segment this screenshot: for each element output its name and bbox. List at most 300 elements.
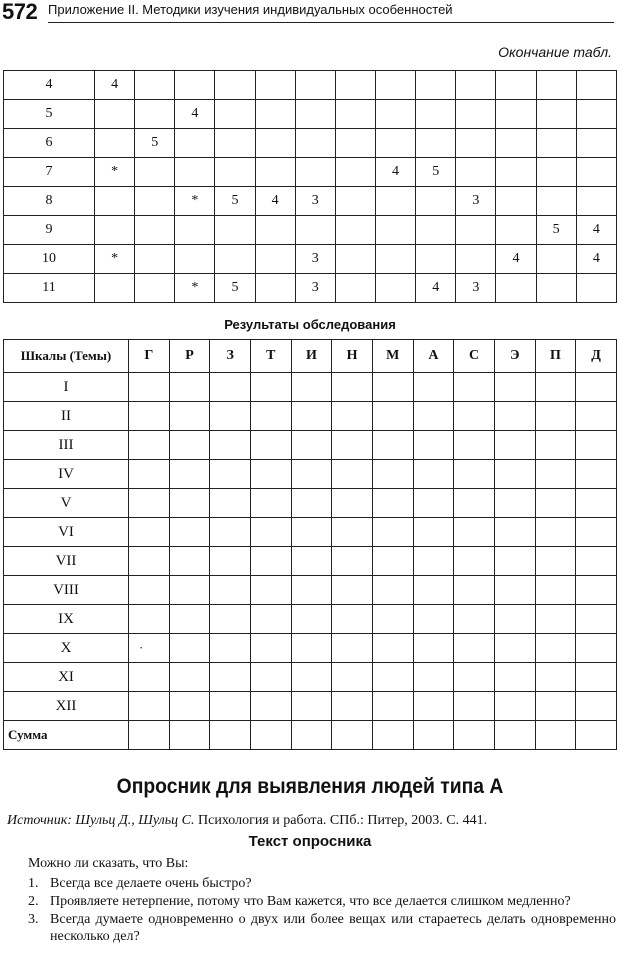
result-cell [372, 460, 413, 489]
scale-column-header: А [413, 340, 454, 373]
key-cell [576, 100, 616, 129]
result-cell [210, 431, 251, 460]
theme-label: IX [4, 605, 129, 634]
result-cell [129, 402, 170, 431]
key-cell: 4 [496, 245, 536, 274]
result-cell [576, 663, 617, 692]
result-cell [576, 518, 617, 547]
result-cell [291, 518, 332, 547]
table-continued-label: Окончание табл. [498, 44, 612, 60]
key-cell [375, 71, 415, 100]
result-cell [250, 518, 291, 547]
key-cell: 3 [295, 274, 335, 303]
sum-row [4, 721, 617, 750]
key-cell [456, 158, 496, 187]
result-cell [210, 373, 251, 402]
result-cell [576, 692, 617, 721]
result-cell [250, 373, 291, 402]
result-cell [250, 547, 291, 576]
result-cell [372, 489, 413, 518]
header-rule [48, 22, 614, 23]
result-cell [169, 518, 210, 547]
key-cell [175, 158, 215, 187]
result-cell [413, 692, 454, 721]
theme-label: VII [4, 547, 129, 576]
sum-cell [250, 721, 291, 750]
result-cell [535, 518, 576, 547]
result-cell [454, 402, 495, 431]
result-cell [250, 692, 291, 721]
result-cell [494, 518, 535, 547]
key-cell [175, 129, 215, 158]
scale-column-header: Г [129, 340, 170, 373]
source-line [7, 813, 487, 829]
result-cell [291, 489, 332, 518]
result-cell [494, 576, 535, 605]
result-cell [210, 460, 251, 489]
key-cell [215, 71, 255, 100]
key-cell: 4 [95, 71, 135, 100]
sum-cell [169, 721, 210, 750]
key-cell [416, 100, 456, 129]
result-cell [576, 402, 617, 431]
result-cell [332, 489, 373, 518]
key-cell [335, 245, 375, 274]
key-cell [335, 187, 375, 216]
key-cell [175, 216, 215, 245]
result-cell [129, 576, 170, 605]
result-cell [129, 489, 170, 518]
key-cell [135, 71, 175, 100]
result-cell [576, 431, 617, 460]
key-cell [496, 158, 536, 187]
result-cell [169, 605, 210, 634]
result-cell [129, 373, 170, 402]
key-cell [135, 274, 175, 303]
sum-cell [413, 721, 454, 750]
key-cell [135, 158, 175, 187]
question-number: 2. [28, 894, 39, 909]
result-cell [494, 692, 535, 721]
result-cell [413, 663, 454, 692]
key-cell [456, 216, 496, 245]
results-row [4, 605, 617, 634]
result-cell [291, 634, 332, 663]
key-cell [95, 187, 135, 216]
key-cell [135, 216, 175, 245]
result-cell [454, 460, 495, 489]
key-cell [496, 274, 536, 303]
result-cell [250, 663, 291, 692]
key-cell [295, 129, 335, 158]
result-cell [494, 460, 535, 489]
result-cell [454, 663, 495, 692]
key-cell [456, 100, 496, 129]
result-cell [372, 547, 413, 576]
scales-header: Шкалы (Темы) [4, 340, 129, 373]
scale-column-header: Т [250, 340, 291, 373]
result-cell [169, 460, 210, 489]
key-cell: 4 [255, 187, 295, 216]
sum-cell [210, 721, 251, 750]
scale-column-header: Н [332, 340, 373, 373]
sum-cell [372, 721, 413, 750]
result-cell [454, 634, 495, 663]
result-cell [576, 489, 617, 518]
result-cell [372, 663, 413, 692]
result-cell: · [129, 634, 170, 663]
result-cell [372, 431, 413, 460]
key-cell [335, 129, 375, 158]
sum-label: Сумма [4, 721, 129, 750]
result-cell [535, 605, 576, 634]
result-cell [535, 692, 576, 721]
result-cell [494, 605, 535, 634]
theme-label: XI [4, 663, 129, 692]
key-table-row [4, 158, 617, 187]
result-cell [169, 663, 210, 692]
key-cell [416, 187, 456, 216]
results-title: Результаты обследования [224, 317, 396, 332]
result-cell [210, 518, 251, 547]
result-cell [535, 460, 576, 489]
key-cell [215, 216, 255, 245]
question-item [4, 875, 616, 892]
sum-cell [494, 721, 535, 750]
result-cell [210, 663, 251, 692]
key-cell: * [175, 274, 215, 303]
result-cell [535, 576, 576, 605]
result-cell [494, 431, 535, 460]
source-authors: Шульц Д., Шульц С. [75, 813, 195, 828]
result-cell [129, 431, 170, 460]
key-cell: 5 [416, 158, 456, 187]
key-cell [576, 71, 616, 100]
key-cell [95, 100, 135, 129]
result-cell [291, 692, 332, 721]
key-cell: 4 [576, 216, 616, 245]
key-cell [255, 158, 295, 187]
sum-cell [576, 721, 617, 750]
key-cell: 3 [456, 187, 496, 216]
result-cell [291, 576, 332, 605]
result-cell [291, 547, 332, 576]
theme-label: V [4, 489, 129, 518]
scale-column-header: З [210, 340, 251, 373]
source-label: Источник: [7, 813, 72, 828]
key-cell: 5 [215, 187, 255, 216]
result-cell [576, 547, 617, 576]
key-cell: * [95, 158, 135, 187]
result-cell [535, 402, 576, 431]
results-row [4, 431, 617, 460]
key-cell [536, 245, 576, 274]
results-row [4, 518, 617, 547]
sum-cell [454, 721, 495, 750]
results-row [4, 460, 617, 489]
result-cell [454, 518, 495, 547]
result-cell [332, 692, 373, 721]
results-row [4, 663, 617, 692]
result-cell [332, 518, 373, 547]
key-cell: 5 [135, 129, 175, 158]
running-title: Приложение II. Методики изучения индивидуальных особенностей [48, 2, 453, 17]
result-cell [413, 576, 454, 605]
result-cell [210, 489, 251, 518]
page-header [0, 0, 620, 28]
result-cell [210, 692, 251, 721]
key-table-row [4, 129, 617, 158]
result-cell [250, 634, 291, 663]
result-cell [129, 460, 170, 489]
question-text: Всегда все делаете очень быстро? [50, 876, 252, 891]
results-row [4, 576, 617, 605]
result-cell [494, 547, 535, 576]
key-cell [456, 129, 496, 158]
result-cell [454, 692, 495, 721]
result-cell [332, 663, 373, 692]
result-cell [535, 431, 576, 460]
result-cell [332, 373, 373, 402]
key-row-label: 5 [4, 100, 95, 129]
key-cell [255, 129, 295, 158]
result-cell [332, 634, 373, 663]
key-cell [416, 216, 456, 245]
key-cell [215, 129, 255, 158]
key-cell: 4 [175, 100, 215, 129]
theme-label: VIII [4, 576, 129, 605]
result-cell [413, 547, 454, 576]
result-cell [413, 518, 454, 547]
result-cell [291, 431, 332, 460]
key-cell [215, 100, 255, 129]
result-cell [250, 489, 291, 518]
result-cell [129, 692, 170, 721]
result-cell [454, 373, 495, 402]
key-cell: 5 [215, 274, 255, 303]
key-table-row [4, 216, 617, 245]
key-cell [375, 129, 415, 158]
result-cell [332, 547, 373, 576]
key-cell [375, 274, 415, 303]
result-cell [576, 576, 617, 605]
scale-column-header: И [291, 340, 332, 373]
question-list [4, 875, 616, 946]
results-row [4, 547, 617, 576]
key-cell [536, 274, 576, 303]
result-cell [210, 576, 251, 605]
key-cell: 3 [295, 245, 335, 274]
result-cell [494, 402, 535, 431]
result-cell [535, 634, 576, 663]
key-cell [335, 274, 375, 303]
key-cell [375, 100, 415, 129]
questionnaire-intro: Можно ли сказать, что Вы: [28, 856, 189, 871]
result-cell [169, 692, 210, 721]
result-cell [372, 692, 413, 721]
theme-label: IV [4, 460, 129, 489]
key-cell [215, 158, 255, 187]
result-cell [250, 431, 291, 460]
result-cell [576, 634, 617, 663]
key-cell [536, 129, 576, 158]
result-cell [413, 605, 454, 634]
key-cell [496, 100, 536, 129]
result-cell [576, 460, 617, 489]
question-number: 1. [28, 876, 39, 891]
key-cell [456, 71, 496, 100]
question-item [4, 893, 616, 910]
result-cell [291, 663, 332, 692]
key-cell [496, 71, 536, 100]
result-cell [413, 460, 454, 489]
key-cell [95, 274, 135, 303]
result-cell [372, 373, 413, 402]
result-cell [454, 489, 495, 518]
key-row-label: 7 [4, 158, 95, 187]
result-cell [332, 605, 373, 634]
key-cell [576, 274, 616, 303]
result-cell [372, 634, 413, 663]
key-cell [416, 71, 456, 100]
result-cell [576, 373, 617, 402]
theme-label: VI [4, 518, 129, 547]
scale-column-header: М [372, 340, 413, 373]
key-cell [536, 158, 576, 187]
key-cell: 3 [295, 187, 335, 216]
key-row-label: 4 [4, 71, 95, 100]
theme-label: II [4, 402, 129, 431]
result-cell [413, 489, 454, 518]
scale-column-header: Д [576, 340, 617, 373]
source-reference: Психология и работа. СПб.: Питер, 2003. С. 441. [198, 813, 488, 828]
result-cell [250, 576, 291, 605]
result-cell [454, 547, 495, 576]
results-row [4, 402, 617, 431]
question-item [4, 911, 616, 945]
key-cell: 4 [416, 274, 456, 303]
key-cell [335, 71, 375, 100]
result-cell [291, 402, 332, 431]
key-cell [135, 187, 175, 216]
key-cell [576, 129, 616, 158]
key-cell [496, 216, 536, 245]
key-row-label: 9 [4, 216, 95, 245]
key-cell [295, 216, 335, 245]
result-cell [129, 663, 170, 692]
key-cell: * [95, 245, 135, 274]
question-text: Проявляете нетерпение, потому что Вам кажется, что все делается слишком медленно? [50, 894, 571, 909]
key-cell: 5 [536, 216, 576, 245]
key-cell [255, 216, 295, 245]
result-cell [332, 402, 373, 431]
key-cell [335, 216, 375, 245]
result-cell [494, 663, 535, 692]
result-cell [169, 402, 210, 431]
key-row-label: 11 [4, 274, 95, 303]
result-cell [129, 547, 170, 576]
result-cell [413, 373, 454, 402]
sum-cell [129, 721, 170, 750]
result-cell [494, 373, 535, 402]
key-cell [255, 100, 295, 129]
key-row-label: 8 [4, 187, 95, 216]
result-cell [291, 460, 332, 489]
key-cell: 4 [375, 158, 415, 187]
result-cell [372, 402, 413, 431]
result-cell [372, 518, 413, 547]
sum-cell [332, 721, 373, 750]
key-cell [536, 71, 576, 100]
scale-column-header: Э [494, 340, 535, 373]
sum-cell [291, 721, 332, 750]
key-table-row [4, 187, 617, 216]
result-cell [535, 489, 576, 518]
key-cell [496, 187, 536, 216]
result-cell [129, 518, 170, 547]
page-number: 572 [2, 0, 38, 24]
results-row [4, 489, 617, 518]
key-cell [456, 245, 496, 274]
key-table-row [4, 71, 617, 100]
scale-column-header: П [535, 340, 576, 373]
result-cell [129, 605, 170, 634]
results-row [4, 373, 617, 402]
key-table-row [4, 100, 617, 129]
key-cell [255, 274, 295, 303]
result-cell [250, 605, 291, 634]
key-table-row [4, 274, 617, 303]
results-header-row [4, 340, 617, 373]
key-cell [295, 100, 335, 129]
result-cell [210, 547, 251, 576]
scale-column-header: Р [169, 340, 210, 373]
question-text: Всегда думаете одновременно о двух или более вещах или стараетесь делать одновременно несколько дел? [50, 912, 616, 944]
key-cell [175, 245, 215, 274]
questionnaire-title: Опросник для выявления людей типа А [116, 775, 504, 798]
key-cell [135, 245, 175, 274]
result-cell [332, 460, 373, 489]
key-row-label: 10 [4, 245, 95, 274]
key-cell [335, 100, 375, 129]
key-row-label: 6 [4, 129, 95, 158]
result-cell [332, 576, 373, 605]
key-cell [175, 71, 215, 100]
key-table [3, 70, 617, 303]
result-cell [169, 547, 210, 576]
result-cell [332, 431, 373, 460]
result-cell [535, 547, 576, 576]
theme-label: X [4, 634, 129, 663]
result-cell [576, 605, 617, 634]
key-cell [576, 187, 616, 216]
result-cell [169, 373, 210, 402]
result-cell [454, 431, 495, 460]
key-cell: * [175, 187, 215, 216]
key-cell [375, 187, 415, 216]
result-cell [250, 460, 291, 489]
results-table [3, 339, 617, 750]
result-cell [291, 373, 332, 402]
key-table-row [4, 245, 617, 274]
theme-label: I [4, 373, 129, 402]
result-cell [169, 489, 210, 518]
result-cell [494, 634, 535, 663]
questionnaire-text-title: Текст опросника [248, 833, 372, 850]
key-cell [375, 216, 415, 245]
result-cell [250, 402, 291, 431]
key-cell [295, 71, 335, 100]
